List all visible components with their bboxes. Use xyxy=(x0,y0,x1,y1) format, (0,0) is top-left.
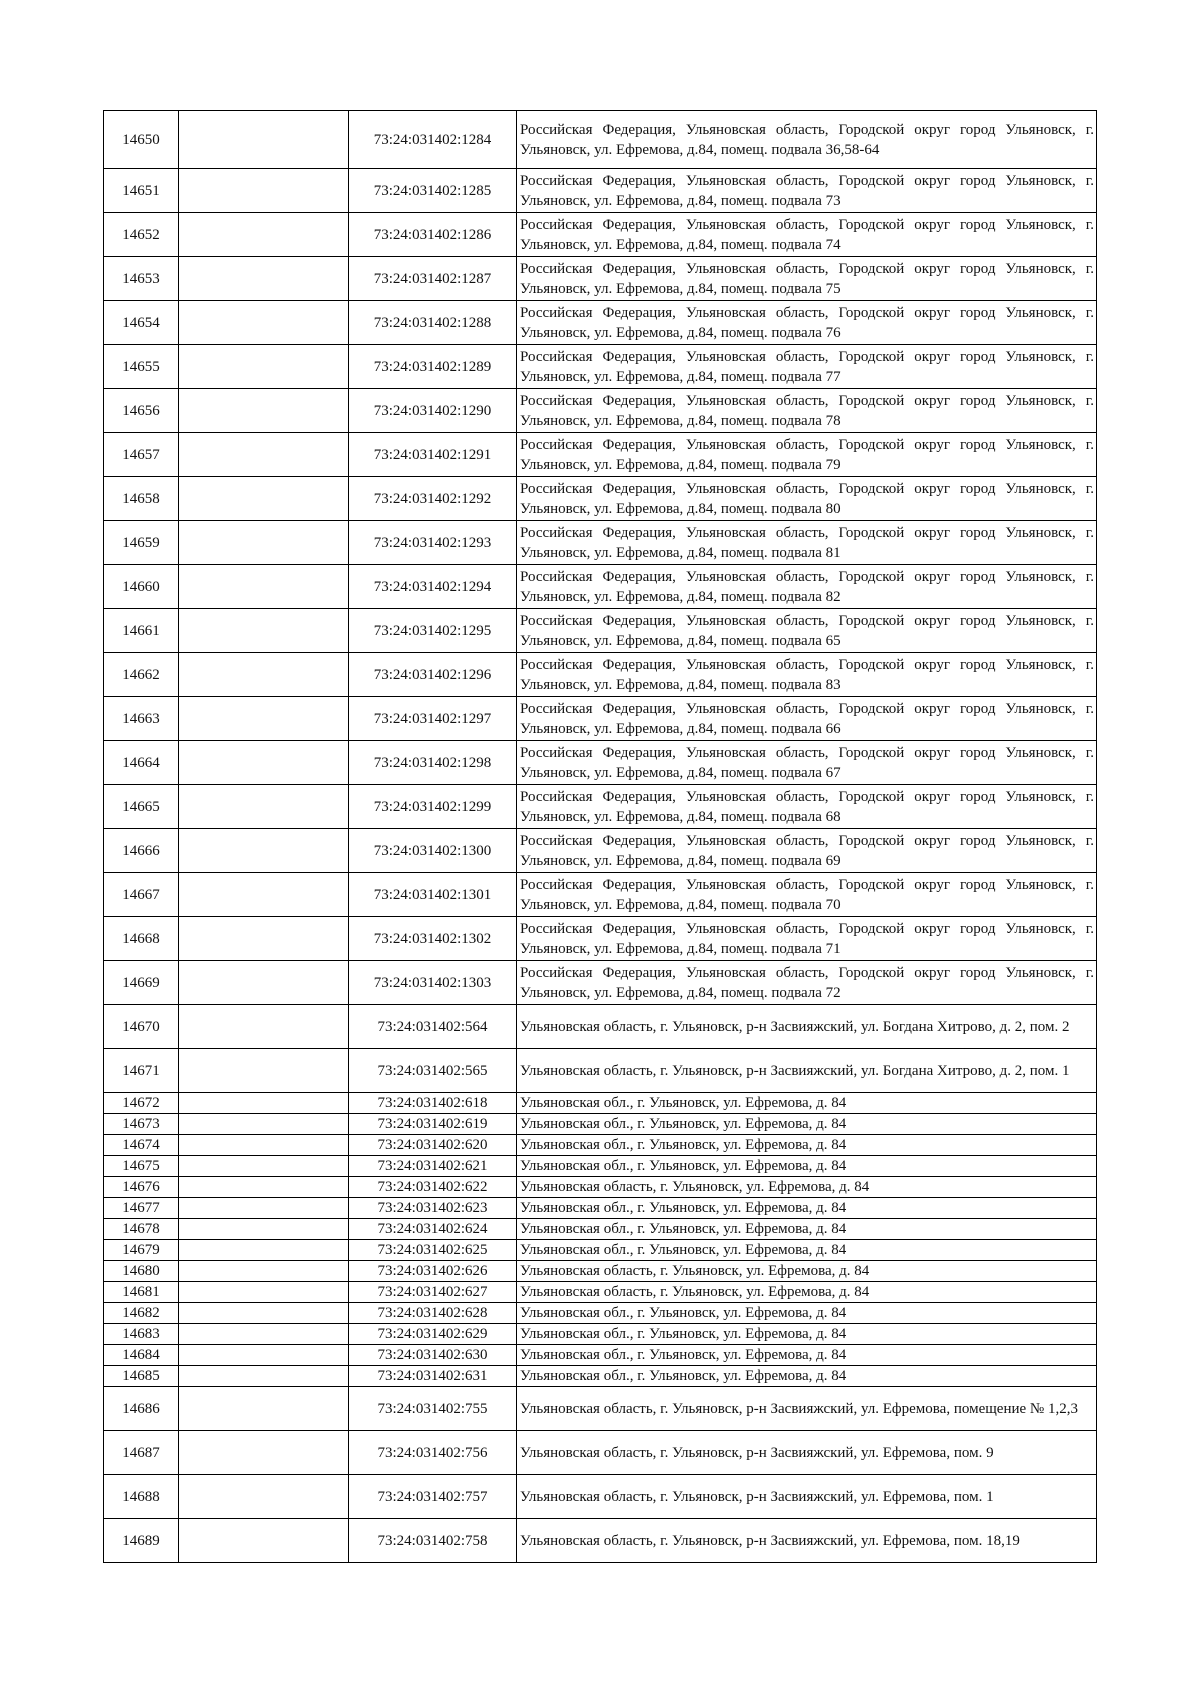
table-row xyxy=(104,1261,1097,1282)
table-row xyxy=(104,1303,1097,1324)
empty-cell xyxy=(179,785,349,829)
table-row xyxy=(104,1475,1097,1519)
empty-cell xyxy=(179,1049,349,1093)
empty-cell xyxy=(179,1177,349,1198)
address-cell: Ульяновская область, г. Ульяновск, р-н Засвияжский, ул. Ефремова, помещение № 1,2,3 xyxy=(517,1387,1097,1431)
row-number-cell: 14686 xyxy=(104,1387,179,1431)
row-number-cell: 14652 xyxy=(104,213,179,257)
cadastral-number-cell: 73:24:031402:623 xyxy=(349,1198,517,1219)
table-row xyxy=(104,1387,1097,1431)
row-number-cell: 14679 xyxy=(104,1240,179,1261)
table-row xyxy=(104,1177,1097,1198)
empty-cell xyxy=(179,213,349,257)
address-cell: Ульяновская обл., г. Ульяновск, ул. Ефремова, д. 84 xyxy=(517,1324,1097,1345)
address-cell: Ульяновская область, г. Ульяновск, р-н Засвияжский, ул. Богдана Хитрово, д. 2, пом. 1 xyxy=(517,1049,1097,1093)
cadastral-number-cell: 73:24:031402:628 xyxy=(349,1303,517,1324)
registry-table-body xyxy=(104,111,1097,1563)
row-number-cell: 14681 xyxy=(104,1282,179,1303)
table-row xyxy=(104,1431,1097,1475)
table-row xyxy=(104,1114,1097,1135)
table-row xyxy=(104,169,1097,213)
cadastral-number-cell: 73:24:031402:1303 xyxy=(349,961,517,1005)
cadastral-number-cell: 73:24:031402:1286 xyxy=(349,213,517,257)
table-row xyxy=(104,565,1097,609)
table-row xyxy=(104,785,1097,829)
row-number-cell: 14684 xyxy=(104,1345,179,1366)
table-row xyxy=(104,697,1097,741)
row-number-cell: 14654 xyxy=(104,301,179,345)
address-cell: Российская Федерация, Ульяновская область, Городской округ город Ульяновск, г. Ульяновск, ул. Ефремова, д.84, помещ. подвала 80 xyxy=(517,477,1097,521)
empty-cell xyxy=(179,873,349,917)
table-row xyxy=(104,433,1097,477)
cadastral-number-cell: 73:24:031402:624 xyxy=(349,1219,517,1240)
address-cell: Ульяновская область, г. Ульяновск, р-н Засвияжский, ул. Ефремова, пом. 1 xyxy=(517,1475,1097,1519)
address-cell: Российская Федерация, Ульяновская область, Городской округ город Ульяновск, г. Ульяновск, ул. Ефремова, д.84, помещ. подвала 79 xyxy=(517,433,1097,477)
cadastral-number-cell: 73:24:031402:1287 xyxy=(349,257,517,301)
row-number-cell: 14663 xyxy=(104,697,179,741)
table-row xyxy=(104,389,1097,433)
row-number-cell: 14682 xyxy=(104,1303,179,1324)
empty-cell xyxy=(179,477,349,521)
address-cell: Российская Федерация, Ульяновская область, Городской округ город Ульяновск, г. Ульяновск, ул. Ефремова, д.84, помещ. подвала 78 xyxy=(517,389,1097,433)
empty-cell xyxy=(179,1303,349,1324)
empty-cell xyxy=(179,1519,349,1563)
table-row xyxy=(104,257,1097,301)
empty-cell xyxy=(179,345,349,389)
empty-cell xyxy=(179,1345,349,1366)
cadastral-number-cell: 73:24:031402:629 xyxy=(349,1324,517,1345)
table-row xyxy=(104,213,1097,257)
cadastral-number-cell: 73:24:031402:625 xyxy=(349,1240,517,1261)
row-number-cell: 14661 xyxy=(104,609,179,653)
cadastral-number-cell: 73:24:031402:626 xyxy=(349,1261,517,1282)
row-number-cell: 14670 xyxy=(104,1005,179,1049)
row-number-cell: 14677 xyxy=(104,1198,179,1219)
cadastral-number-cell: 73:24:031402:1292 xyxy=(349,477,517,521)
row-number-cell: 14667 xyxy=(104,873,179,917)
table-row xyxy=(104,1049,1097,1093)
table-row xyxy=(104,477,1097,521)
table-row xyxy=(104,1282,1097,1303)
row-number-cell: 14659 xyxy=(104,521,179,565)
cadastral-number-cell: 73:24:031402:756 xyxy=(349,1431,517,1475)
address-cell: Российская Федерация, Ульяновская область, Городской округ город Ульяновск, г. Ульяновск, ул. Ефремова, д.84, помещ. подвала 82 xyxy=(517,565,1097,609)
address-cell: Российская Федерация, Ульяновская область, Городской округ город Ульяновск, г. Ульяновск, ул. Ефремова, д.84, помещ. подвала 77 xyxy=(517,345,1097,389)
row-number-cell: 14680 xyxy=(104,1261,179,1282)
empty-cell xyxy=(179,389,349,433)
empty-cell xyxy=(179,829,349,873)
row-number-cell: 14672 xyxy=(104,1093,179,1114)
address-cell: Ульяновская область, г. Ульяновск, ул. Ефремова, д. 84 xyxy=(517,1177,1097,1198)
table-row xyxy=(104,961,1097,1005)
empty-cell xyxy=(179,1156,349,1177)
row-number-cell: 14685 xyxy=(104,1366,179,1387)
row-number-cell: 14653 xyxy=(104,257,179,301)
row-number-cell: 14688 xyxy=(104,1475,179,1519)
cadastral-number-cell: 73:24:031402:1289 xyxy=(349,345,517,389)
table-row xyxy=(104,873,1097,917)
row-number-cell: 14656 xyxy=(104,389,179,433)
address-cell: Российская Федерация, Ульяновская область, Городской округ город Ульяновск, г. Ульяновск, ул. Ефремова, д.84, помещ. подвала 65 xyxy=(517,609,1097,653)
empty-cell xyxy=(179,1324,349,1345)
address-cell: Ульяновская обл., г. Ульяновск, ул. Ефремова, д. 84 xyxy=(517,1345,1097,1366)
cadastral-number-cell: 73:24:031402:758 xyxy=(349,1519,517,1563)
cadastral-number-cell: 73:24:031402:1290 xyxy=(349,389,517,433)
table-row xyxy=(104,653,1097,697)
cadastral-number-cell: 73:24:031402:1291 xyxy=(349,433,517,477)
address-cell: Российская Федерация, Ульяновская область, Городской округ город Ульяновск, г. Ульяновск, ул. Ефремова, д.84, помещ. подвала 68 xyxy=(517,785,1097,829)
row-number-cell: 14678 xyxy=(104,1219,179,1240)
row-number-cell: 14675 xyxy=(104,1156,179,1177)
cadastral-number-cell: 73:24:031402:1284 xyxy=(349,111,517,169)
table-row xyxy=(104,1135,1097,1156)
empty-cell xyxy=(179,565,349,609)
cadastral-number-cell: 73:24:031402:620 xyxy=(349,1135,517,1156)
empty-cell xyxy=(179,917,349,961)
row-number-cell: 14683 xyxy=(104,1324,179,1345)
empty-cell xyxy=(179,1261,349,1282)
cadastral-number-cell: 73:24:031402:1288 xyxy=(349,301,517,345)
row-number-cell: 14660 xyxy=(104,565,179,609)
table-row xyxy=(104,1219,1097,1240)
address-cell: Российская Федерация, Ульяновская область, Городской округ город Ульяновск, г. Ульяновск, ул. Ефремова, д.84, помещ. подвала 71 xyxy=(517,917,1097,961)
row-number-cell: 14651 xyxy=(104,169,179,213)
row-number-cell: 14655 xyxy=(104,345,179,389)
row-number-cell: 14671 xyxy=(104,1049,179,1093)
address-cell: Российская Федерация, Ульяновская область, Городской округ город Ульяновск, г. Ульяновск, ул. Ефремова, д.84, помещ. подвала 67 xyxy=(517,741,1097,785)
address-cell: Ульяновская обл., г. Ульяновск, ул. Ефремова, д. 84 xyxy=(517,1366,1097,1387)
table-row xyxy=(104,917,1097,961)
cadastral-number-cell: 73:24:031402:1293 xyxy=(349,521,517,565)
cadastral-number-cell: 73:24:031402:630 xyxy=(349,1345,517,1366)
table-row xyxy=(104,741,1097,785)
address-cell: Российская Федерация, Ульяновская область, Городской округ город Ульяновск, г. Ульяновск, ул. Ефремова, д.84, помещ. подвала 83 xyxy=(517,653,1097,697)
address-cell: Ульяновская обл., г. Ульяновск, ул. Ефремова, д. 84 xyxy=(517,1156,1097,1177)
registry-table xyxy=(103,110,1097,1563)
table-row xyxy=(104,111,1097,169)
address-cell: Российская Федерация, Ульяновская область, Городской округ город Ульяновск, г. Ульяновск, ул. Ефремова, д.84, помещ. подвала 76 xyxy=(517,301,1097,345)
empty-cell xyxy=(179,433,349,477)
address-cell: Ульяновская обл., г. Ульяновск, ул. Ефремова, д. 84 xyxy=(517,1135,1097,1156)
empty-cell xyxy=(179,741,349,785)
row-number-cell: 14662 xyxy=(104,653,179,697)
address-cell: Ульяновская обл., г. Ульяновск, ул. Ефремова, д. 84 xyxy=(517,1093,1097,1114)
empty-cell xyxy=(179,1219,349,1240)
cadastral-number-cell: 73:24:031402:1301 xyxy=(349,873,517,917)
row-number-cell: 14650 xyxy=(104,111,179,169)
address-cell: Ульяновская область, г. Ульяновск, р-н Засвияжский, ул. Богдана Хитрово, д. 2, пом. 2 xyxy=(517,1005,1097,1049)
cadastral-number-cell: 73:24:031402:1300 xyxy=(349,829,517,873)
cadastral-number-cell: 73:24:031402:1285 xyxy=(349,169,517,213)
empty-cell xyxy=(179,1366,349,1387)
empty-cell xyxy=(179,1387,349,1431)
row-number-cell: 14673 xyxy=(104,1114,179,1135)
empty-cell xyxy=(179,1431,349,1475)
address-cell: Ульяновская область, г. Ульяновск, р-н Засвияжский, ул. Ефремова, пом. 18,19 xyxy=(517,1519,1097,1563)
empty-cell xyxy=(179,1240,349,1261)
row-number-cell: 14664 xyxy=(104,741,179,785)
address-cell: Ульяновская обл., г. Ульяновск, ул. Ефремова, д. 84 xyxy=(517,1303,1097,1324)
empty-cell xyxy=(179,653,349,697)
empty-cell xyxy=(179,301,349,345)
table-row xyxy=(104,345,1097,389)
row-number-cell: 14676 xyxy=(104,1177,179,1198)
table-row xyxy=(104,1519,1097,1563)
cadastral-number-cell: 73:24:031402:627 xyxy=(349,1282,517,1303)
address-cell: Российская Федерация, Ульяновская область, Городской округ город Ульяновск, г. Ульяновск, ул. Ефремова, д.84, помещ. подвала 36,58-64 xyxy=(517,111,1097,169)
address-cell: Российская Федерация, Ульяновская область, Городской округ город Ульяновск, г. Ульяновск, ул. Ефремова, д.84, помещ. подвала 73 xyxy=(517,169,1097,213)
table-row xyxy=(104,1005,1097,1049)
table-row xyxy=(104,1366,1097,1387)
address-cell: Российская Федерация, Ульяновская область, Городской округ город Ульяновск, г. Ульяновск, ул. Ефремова, д.84, помещ. подвала 70 xyxy=(517,873,1097,917)
table-row xyxy=(104,1345,1097,1366)
empty-cell xyxy=(179,1135,349,1156)
row-number-cell: 14674 xyxy=(104,1135,179,1156)
address-cell: Российская Федерация, Ульяновская область, Городской округ город Ульяновск, г. Ульяновск, ул. Ефремова, д.84, помещ. подвала 72 xyxy=(517,961,1097,1005)
address-cell: Российская Федерация, Ульяновская область, Городской округ город Ульяновск, г. Ульяновск, ул. Ефремова, д.84, помещ. подвала 66 xyxy=(517,697,1097,741)
empty-cell xyxy=(179,1093,349,1114)
cadastral-number-cell: 73:24:031402:621 xyxy=(349,1156,517,1177)
row-number-cell: 14658 xyxy=(104,477,179,521)
address-cell: Российская Федерация, Ульяновская область, Городской округ город Ульяновск, г. Ульяновск, ул. Ефремова, д.84, помещ. подвала 69 xyxy=(517,829,1097,873)
address-cell: Ульяновская область, г. Ульяновск, ул. Ефремова, д. 84 xyxy=(517,1282,1097,1303)
row-number-cell: 14689 xyxy=(104,1519,179,1563)
cadastral-number-cell: 73:24:031402:1298 xyxy=(349,741,517,785)
row-number-cell: 14669 xyxy=(104,961,179,1005)
cadastral-number-cell: 73:24:031402:1296 xyxy=(349,653,517,697)
cadastral-number-cell: 73:24:031402:618 xyxy=(349,1093,517,1114)
table-row xyxy=(104,1198,1097,1219)
row-number-cell: 14657 xyxy=(104,433,179,477)
address-cell: Ульяновская обл., г. Ульяновск, ул. Ефремова, д. 84 xyxy=(517,1219,1097,1240)
empty-cell xyxy=(179,697,349,741)
empty-cell xyxy=(179,1475,349,1519)
address-cell: Российская Федерация, Ульяновская область, Городской округ город Ульяновск, г. Ульяновск, ул. Ефремова, д.84, помещ. подвала 74 xyxy=(517,213,1097,257)
table-row xyxy=(104,829,1097,873)
empty-cell xyxy=(179,521,349,565)
cadastral-number-cell: 73:24:031402:1294 xyxy=(349,565,517,609)
table-row xyxy=(104,1093,1097,1114)
address-cell: Российская Федерация, Ульяновская область, Городской округ город Ульяновск, г. Ульяновск, ул. Ефремова, д.84, помещ. подвала 75 xyxy=(517,257,1097,301)
empty-cell xyxy=(179,1005,349,1049)
empty-cell xyxy=(179,1114,349,1135)
cadastral-number-cell: 73:24:031402:1299 xyxy=(349,785,517,829)
empty-cell xyxy=(179,111,349,169)
empty-cell xyxy=(179,1282,349,1303)
table-row xyxy=(104,1324,1097,1345)
cadastral-number-cell: 73:24:031402:1302 xyxy=(349,917,517,961)
address-cell: Ульяновская область, г. Ульяновск, ул. Ефремова, д. 84 xyxy=(517,1261,1097,1282)
cadastral-number-cell: 73:24:031402:755 xyxy=(349,1387,517,1431)
table-row xyxy=(104,609,1097,653)
empty-cell xyxy=(179,257,349,301)
address-cell: Ульяновская обл., г. Ульяновск, ул. Ефремова, д. 84 xyxy=(517,1240,1097,1261)
table-row xyxy=(104,1156,1097,1177)
table-row xyxy=(104,521,1097,565)
empty-cell xyxy=(179,961,349,1005)
table-row xyxy=(104,301,1097,345)
cadastral-number-cell: 73:24:031402:622 xyxy=(349,1177,517,1198)
empty-cell xyxy=(179,1198,349,1219)
row-number-cell: 14668 xyxy=(104,917,179,961)
cadastral-number-cell: 73:24:031402:631 xyxy=(349,1366,517,1387)
address-cell: Ульяновская обл., г. Ульяновск, ул. Ефремова, д. 84 xyxy=(517,1198,1097,1219)
empty-cell xyxy=(179,169,349,213)
cadastral-number-cell: 73:24:031402:757 xyxy=(349,1475,517,1519)
row-number-cell: 14666 xyxy=(104,829,179,873)
table-row xyxy=(104,1240,1097,1261)
row-number-cell: 14665 xyxy=(104,785,179,829)
address-cell: Ульяновская область, г. Ульяновск, р-н Засвияжский, ул. Ефремова, пом. 9 xyxy=(517,1431,1097,1475)
cadastral-number-cell: 73:24:031402:564 xyxy=(349,1005,517,1049)
empty-cell xyxy=(179,609,349,653)
cadastral-number-cell: 73:24:031402:619 xyxy=(349,1114,517,1135)
address-cell: Ульяновская обл., г. Ульяновск, ул. Ефремова, д. 84 xyxy=(517,1114,1097,1135)
row-number-cell: 14687 xyxy=(104,1431,179,1475)
cadastral-number-cell: 73:24:031402:565 xyxy=(349,1049,517,1093)
cadastral-number-cell: 73:24:031402:1297 xyxy=(349,697,517,741)
cadastral-number-cell: 73:24:031402:1295 xyxy=(349,609,517,653)
address-cell: Российская Федерация, Ульяновская область, Городской округ город Ульяновск, г. Ульяновск, ул. Ефремова, д.84, помещ. подвала 81 xyxy=(517,521,1097,565)
